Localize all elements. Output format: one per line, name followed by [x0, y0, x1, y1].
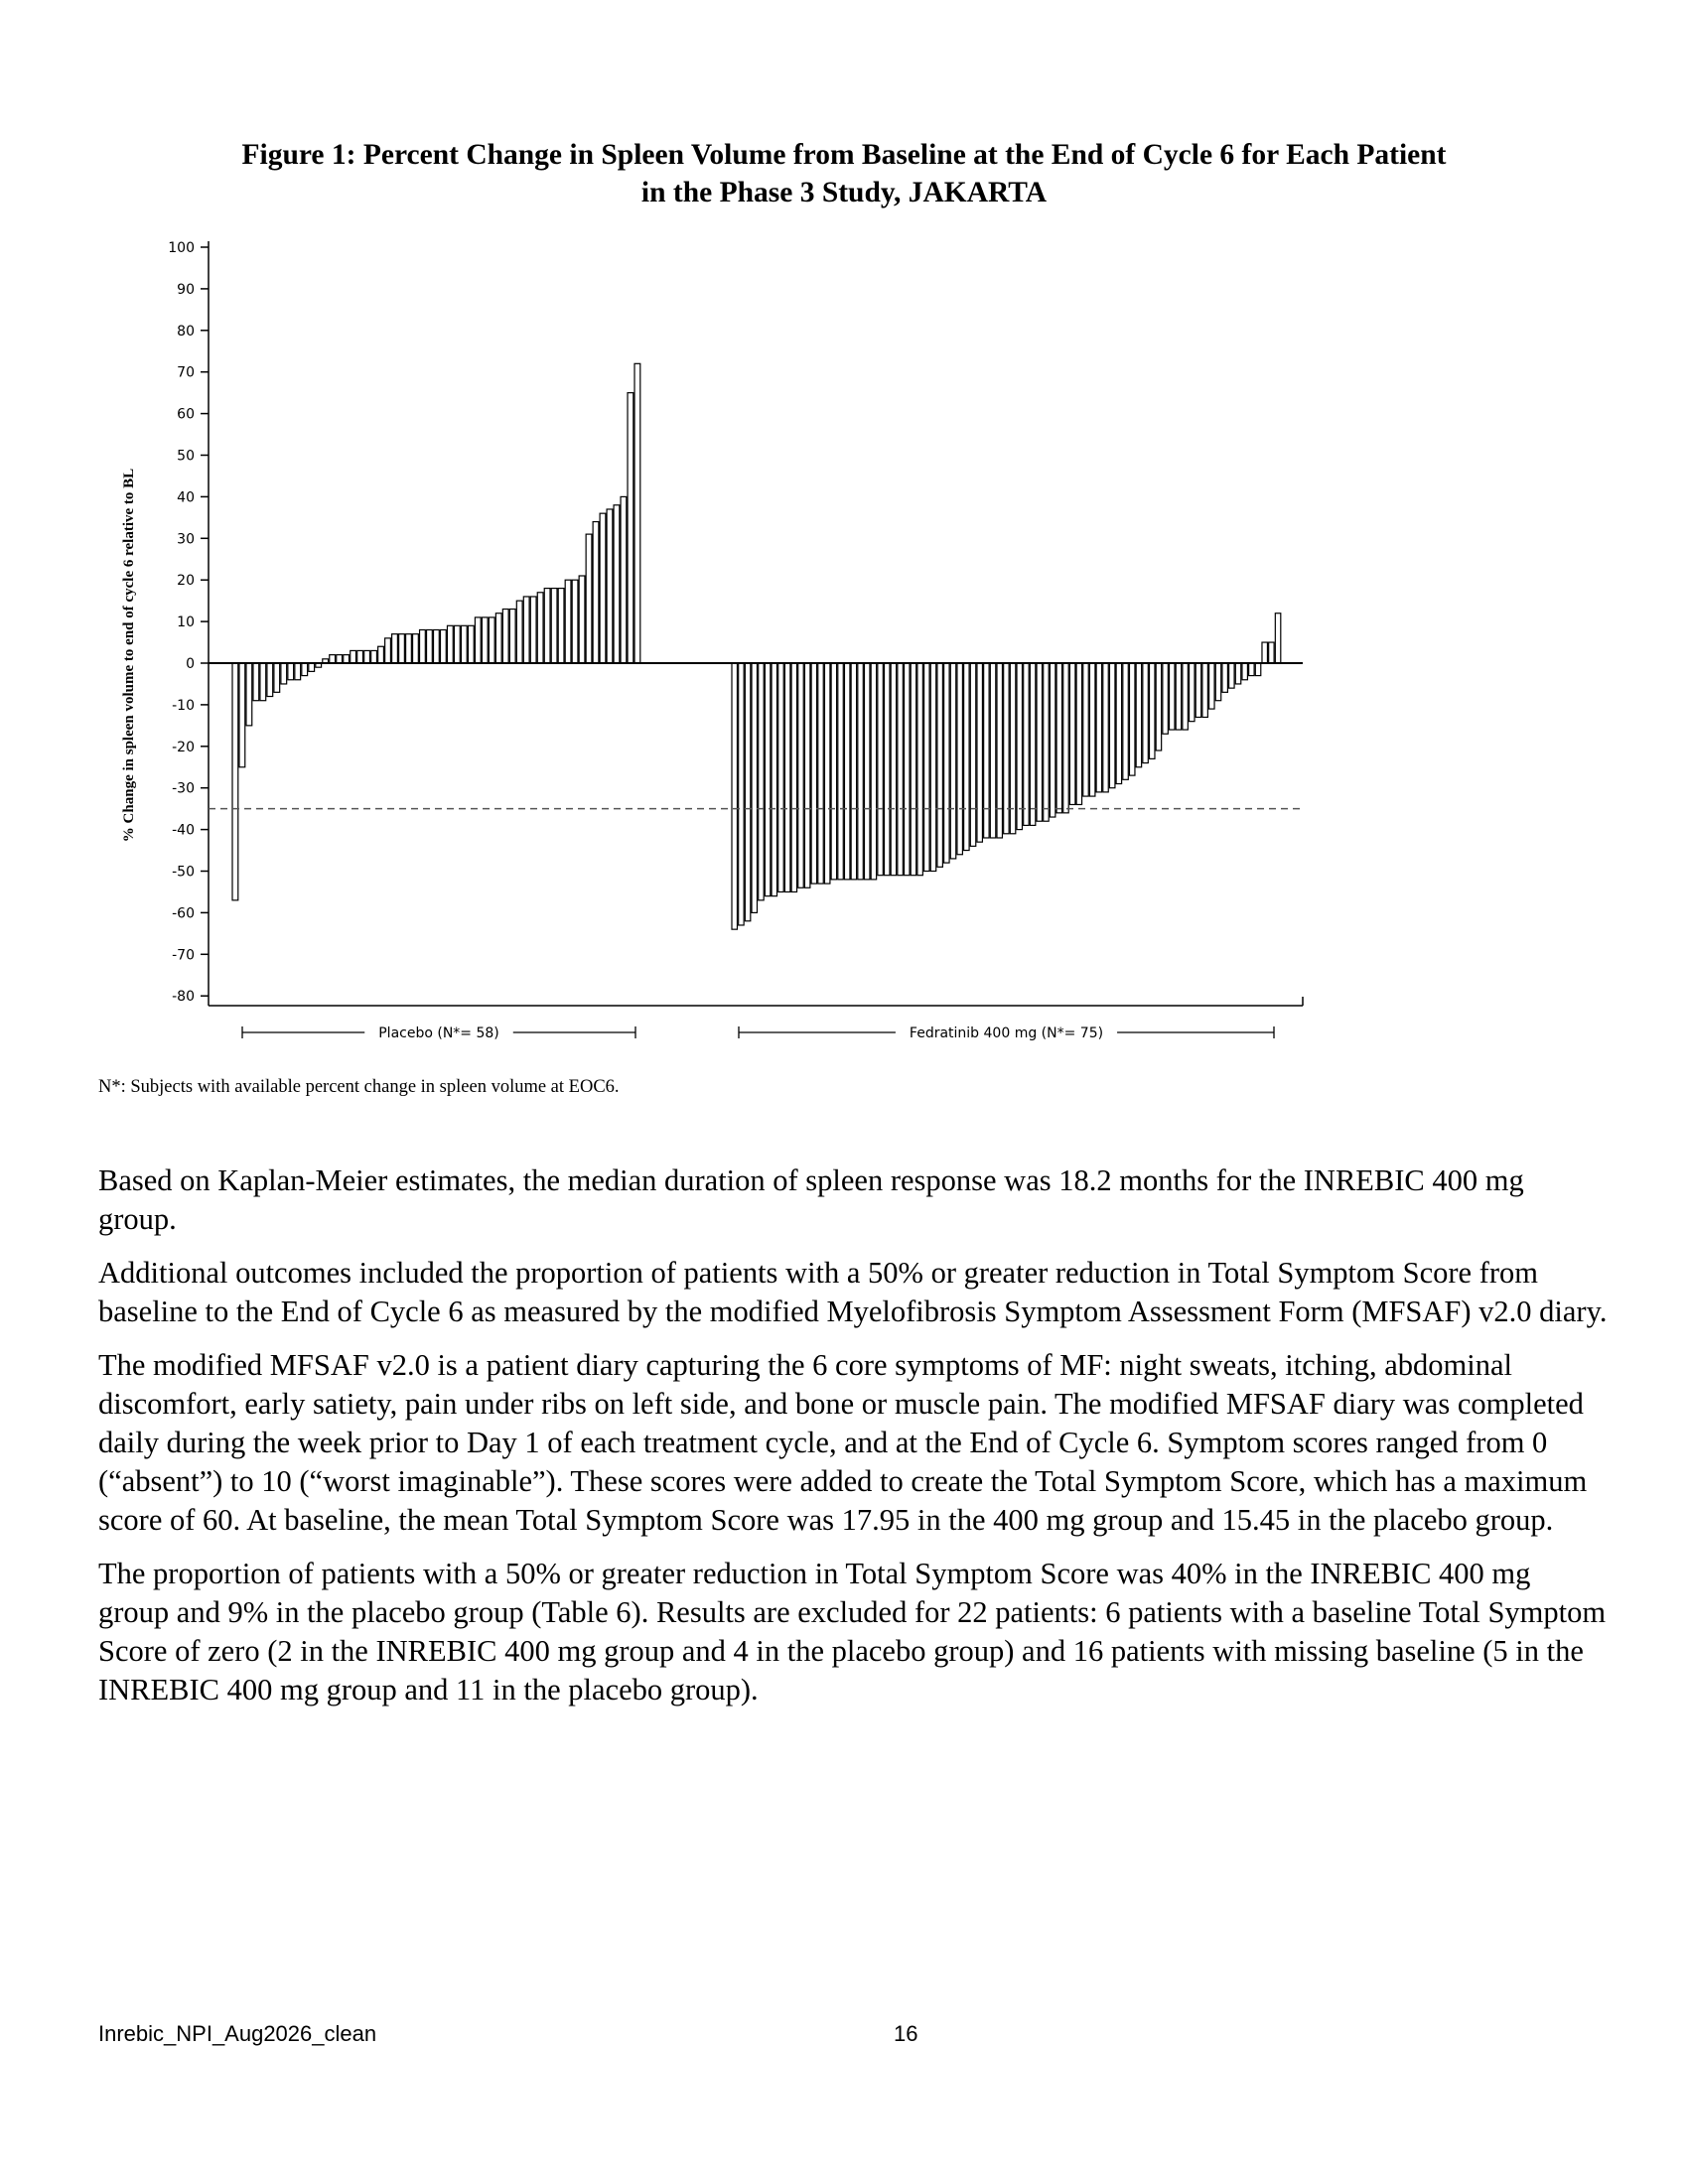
bar [295, 663, 301, 680]
bar [984, 663, 989, 838]
bar [246, 663, 252, 726]
y-tick-label: 100 [168, 240, 195, 256]
y-tick-label: 60 [177, 406, 195, 423]
bar [997, 663, 1002, 838]
bar [1123, 663, 1128, 779]
bar [1136, 663, 1141, 767]
bar [267, 663, 273, 697]
bar [977, 663, 982, 842]
bar [885, 663, 890, 876]
bar [924, 663, 929, 872]
bar [1170, 663, 1175, 730]
bar [509, 610, 515, 663]
footer-doc-name: Inrebic_NPI_Aug2026_clean [98, 2021, 377, 2046]
bar [791, 663, 796, 891]
bar [357, 650, 363, 663]
bar [1109, 663, 1114, 788]
bar [634, 363, 640, 663]
bar [586, 534, 592, 663]
bar [1069, 663, 1074, 804]
group-labels [242, 1025, 1274, 1041]
bar [930, 663, 935, 872]
y-tick-label: 0 [186, 656, 195, 672]
bar [1050, 663, 1055, 817]
bar [1235, 663, 1240, 684]
bar [784, 663, 789, 891]
y-axis [168, 240, 209, 1006]
bar [344, 655, 350, 663]
y-tick-label: 90 [177, 281, 195, 298]
bar [475, 617, 481, 663]
bar [1163, 663, 1168, 734]
bar [468, 625, 474, 663]
bar [824, 663, 829, 884]
y-tick-label: -70 [172, 947, 195, 964]
bar [274, 663, 280, 692]
bar [778, 663, 783, 891]
bar [858, 663, 863, 880]
bar [1183, 663, 1188, 730]
bar [551, 589, 557, 663]
group-label: Placebo (N*= 58) [378, 1025, 499, 1041]
bar [593, 522, 599, 663]
bar [260, 663, 266, 701]
bar [864, 663, 869, 880]
bar [461, 625, 467, 663]
bar [970, 663, 975, 846]
bar [1103, 663, 1108, 792]
bar [281, 663, 287, 684]
bar [364, 650, 370, 663]
y-tick-label: -80 [172, 989, 195, 1006]
bar [253, 663, 259, 701]
bar [1262, 642, 1267, 663]
spleen-volume-chart [0, 0, 1688, 1072]
bar [1156, 663, 1161, 751]
bar [406, 634, 412, 663]
y-axis-label: % Change in spleen volume to end of cycle 6 relative to BL [121, 468, 137, 843]
bar [502, 610, 508, 663]
y-tick-label: 20 [177, 573, 195, 590]
bar [950, 663, 955, 859]
bar [544, 589, 550, 663]
bar [1209, 663, 1214, 709]
footer-page-number: 16 [894, 2021, 918, 2046]
bar [302, 663, 308, 676]
bar [309, 663, 315, 671]
bar [371, 650, 377, 663]
bar [818, 663, 823, 884]
y-tick-label: -30 [172, 780, 195, 797]
bar [851, 663, 856, 880]
y-tick-label: -10 [172, 697, 195, 714]
bar [871, 663, 876, 880]
bar [454, 625, 460, 663]
bar [772, 663, 776, 896]
bar [1076, 663, 1081, 804]
bar [1229, 663, 1234, 688]
bar [607, 509, 613, 663]
bar [447, 625, 453, 663]
bar [628, 393, 633, 663]
bar [759, 663, 764, 900]
y-tick-label: -50 [172, 864, 195, 881]
bar [530, 597, 536, 663]
bar [495, 614, 501, 663]
bar [427, 629, 433, 663]
bar [1275, 614, 1280, 663]
paragraph: Additional outcomes included the proportion of patients with a 50% or greater reduction in Total Symptom Score from baseline to the End of Cycle 6 as measured by the modified Myelofibrosis Symptom Assessment Form (MFSAF) v2.0 diary. [98, 1256, 1608, 1328]
bar [239, 663, 245, 767]
y-tick-label: 80 [177, 323, 195, 340]
bar [944, 663, 949, 863]
bar [1269, 642, 1274, 663]
bar [1116, 663, 1121, 784]
bar [579, 576, 585, 663]
bar [440, 629, 446, 663]
bar [1222, 663, 1227, 692]
bar [1249, 663, 1254, 676]
bar [765, 663, 770, 896]
bar [420, 629, 426, 663]
y-tick-label: -40 [172, 822, 195, 839]
bar [621, 496, 627, 663]
bar [1030, 663, 1035, 825]
bar [516, 601, 522, 663]
bar [752, 663, 757, 912]
bar [523, 597, 529, 663]
bar [378, 646, 384, 663]
bar [1255, 663, 1260, 676]
y-tick-label: 70 [177, 364, 195, 381]
figure-footnote: N*: Subjects with available percent change in spleen volume at EOC6. [98, 1077, 620, 1097]
bar [1242, 663, 1247, 680]
bar [905, 663, 910, 876]
bar [482, 617, 488, 663]
bar [413, 634, 419, 663]
bars [232, 363, 1281, 929]
bar [385, 638, 391, 663]
bar [330, 655, 336, 663]
bar [1143, 663, 1148, 763]
bar [1044, 663, 1049, 821]
bar [844, 663, 849, 880]
bar [399, 634, 405, 663]
bar [614, 505, 620, 663]
bar [898, 663, 903, 876]
bar [1089, 663, 1094, 796]
y-tick-label: 10 [177, 614, 195, 631]
bar [917, 663, 922, 876]
bar [838, 663, 843, 880]
bar [1190, 663, 1195, 722]
paragraph: The proportion of patients with a 50% or greater reduction in Total Symptom Score was 40% in the INREBIC 400 mg group and 9% in the placebo group (Table 6). Results are excluded for 22 patients: 6 patients with a baseline Total Symptom Score of zero (2 in the INREBIC 400 mg group and 4 in the placebo group) and 16 patients with missing baseline (5 in the INREBIC 400 mg group and 11 in the placebo group). [98, 1557, 1607, 1706]
bar [804, 663, 809, 887]
bar [798, 663, 803, 887]
bar [1017, 663, 1022, 830]
bar [937, 663, 942, 867]
bar [351, 650, 356, 663]
bar [232, 663, 238, 900]
bar [911, 663, 915, 876]
bar [1063, 663, 1068, 813]
bar [990, 663, 995, 838]
bar [489, 617, 494, 663]
bar [572, 580, 578, 663]
bar [1083, 663, 1088, 796]
bar [739, 663, 744, 925]
bar [1196, 663, 1200, 717]
bar [1176, 663, 1181, 730]
bar [537, 593, 543, 663]
bar [732, 663, 737, 929]
bar [1037, 663, 1042, 821]
y-tick-label: 40 [177, 489, 195, 506]
bar [1096, 663, 1101, 792]
bar [957, 663, 962, 855]
y-tick-label: -20 [172, 739, 195, 755]
body-text [98, 1161, 1608, 1724]
paragraph: The modified MFSAF v2.0 is a patient diary capturing the 6 core symptoms of MF: night sweats, itching, abdominal discomfort, early satiety, pain under ribs on left side, and bone or muscle pain. The modified MFSAF diary was completed daily during the week prior to Day 1 of each treatment cycle, and at the End of Cycle 6. Symptom scores ranged from 0 (“absent”) to 10 (“worst imaginable”). These scores were added to create the Total Symptom Score, which has a maximum score of 60. At baseline, the mean Total Symptom Score was 17.95 in the 400 mg group and 15.45 in the placebo group. [98, 1348, 1588, 1537]
y-tick-label: -60 [172, 905, 195, 922]
bar [288, 663, 294, 680]
figure-title-line-1: Figure 1: Percent Change in Spleen Volume from Baseline at the End of Cycle 6 for Each Patient [241, 139, 1447, 171]
bar [565, 580, 571, 663]
bar [1056, 663, 1061, 813]
bar [745, 663, 750, 921]
y-tick-label: 30 [177, 531, 195, 548]
bar [891, 663, 896, 876]
y-tick-label: 50 [177, 448, 195, 465]
bar [434, 629, 440, 663]
bar [878, 663, 883, 876]
bar [1129, 663, 1134, 775]
bar [600, 513, 606, 663]
figure-title-line-2: in the Phase 3 Study, JAKARTA [640, 177, 1048, 208]
bar [392, 634, 398, 663]
bar [1150, 663, 1155, 758]
bar [1215, 663, 1220, 701]
bar [337, 655, 343, 663]
bar [831, 663, 836, 880]
group-label: Fedratinib 400 mg (N*= 75) [909, 1025, 1104, 1041]
bar [811, 663, 816, 884]
bar [1024, 663, 1029, 825]
paragraph: Based on Kaplan-Meier estimates, the median duration of spleen response was 18.2 months for the INREBIC 400 mg group. [98, 1163, 1524, 1236]
bar [558, 589, 564, 663]
bar [964, 663, 969, 851]
bar [1202, 663, 1207, 717]
